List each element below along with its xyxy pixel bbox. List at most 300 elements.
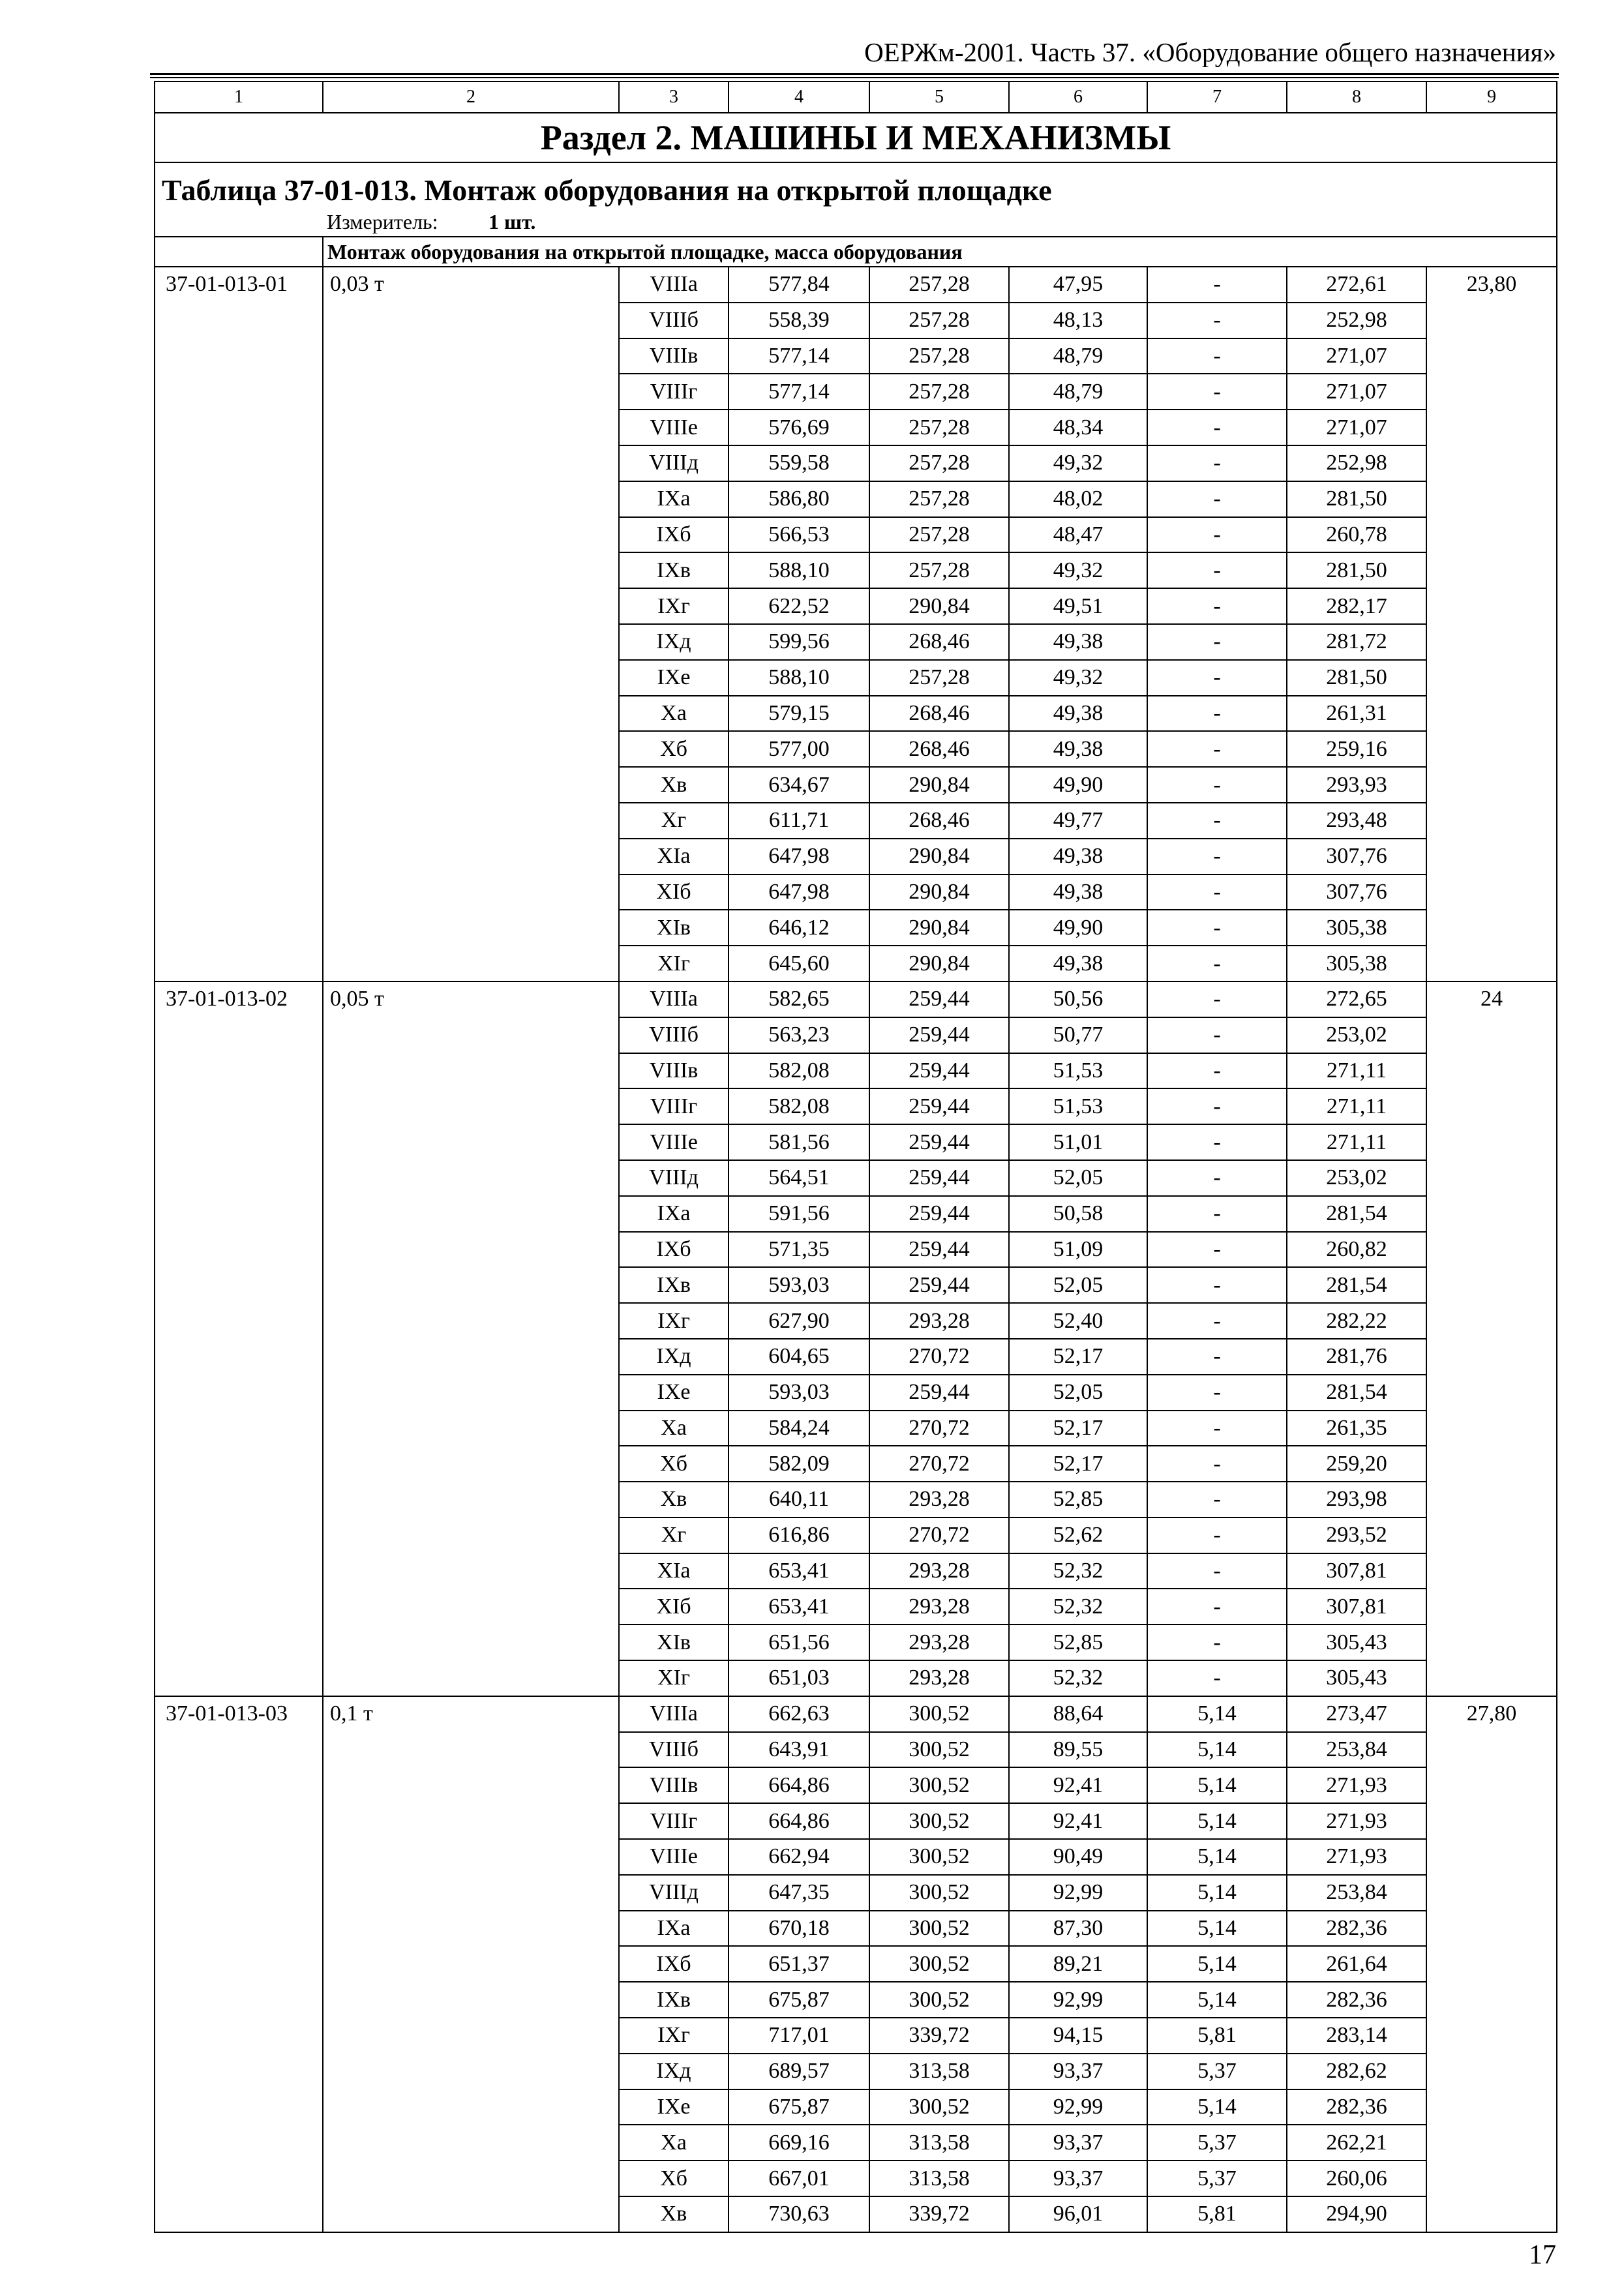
total-cost-cell: 577,00: [729, 731, 869, 767]
section-title: Раздел 2. МАШИНЫ И МЕХАНИЗМЫ: [155, 113, 1557, 162]
total-cost-cell: 669,16: [729, 2125, 869, 2161]
machine-wages-cell: 5,14: [1147, 1839, 1287, 1875]
total-cost-cell: 664,86: [729, 1803, 869, 1839]
machines-cell: 92,99: [1009, 2089, 1147, 2125]
wages-cell: 300,52: [869, 1803, 1009, 1839]
machines-cell: 49,32: [1009, 552, 1147, 588]
resource-class-cell: IXб: [619, 1946, 729, 1982]
materials-cell: 283,14: [1287, 2018, 1426, 2054]
machine-wages-cell: -: [1147, 517, 1287, 553]
machines-cell: 49,32: [1009, 445, 1147, 481]
machine-wages-cell: 5,14: [1147, 1911, 1287, 1947]
total-cost-cell: 662,94: [729, 1839, 869, 1875]
total-cost-cell: 670,18: [729, 1911, 869, 1947]
machine-wages-cell: 5,14: [1147, 2089, 1287, 2125]
meter-spacer: [155, 207, 323, 237]
total-cost-cell: 651,56: [729, 1624, 869, 1660]
total-cost-cell: 689,57: [729, 2054, 869, 2089]
total-cost-cell: 593,03: [729, 1375, 869, 1411]
total-cost-cell: 564,51: [729, 1160, 869, 1196]
total-cost-cell: 662,63: [729, 1696, 869, 1732]
machines-cell: 52,40: [1009, 1303, 1147, 1339]
materials-cell: 281,54: [1287, 1375, 1426, 1411]
machine-wages-cell: 5,14: [1147, 1982, 1287, 2018]
machine-wages-cell: -: [1147, 374, 1287, 410]
machine-wages-cell: -: [1147, 1411, 1287, 1446]
machine-wages-cell: -: [1147, 981, 1287, 1017]
machine-wages-cell: 5,81: [1147, 2196, 1287, 2232]
resource-class-cell: Xв: [619, 767, 729, 803]
total-cost-cell: 616,86: [729, 1518, 869, 1553]
wages-cell: 300,52: [869, 1946, 1009, 1982]
column-number: 3: [619, 82, 729, 113]
wages-cell: 313,58: [869, 2054, 1009, 2089]
wages-cell: 300,52: [869, 1732, 1009, 1768]
wages-cell: 293,28: [869, 1303, 1009, 1339]
machine-wages-cell: 5,14: [1147, 1696, 1287, 1732]
wages-cell: 270,72: [869, 1518, 1009, 1553]
resource-class-cell: IXа: [619, 1911, 729, 1947]
resource-class-cell: XIа: [619, 1553, 729, 1589]
materials-cell: 271,07: [1287, 374, 1426, 410]
materials-cell: 252,98: [1287, 445, 1426, 481]
resource-class-cell: VIIIе: [619, 1839, 729, 1875]
section-title-row: [155, 113, 1557, 162]
resource-class-cell: VIIIг: [619, 1088, 729, 1124]
materials-cell: 293,93: [1287, 767, 1426, 803]
total-cost-cell: 645,60: [729, 946, 869, 981]
wages-cell: 293,28: [869, 1624, 1009, 1660]
machine-wages-cell: -: [1147, 1017, 1287, 1053]
resource-class-cell: Xб: [619, 1446, 729, 1482]
resource-class-cell: Xа: [619, 696, 729, 732]
resource-class-cell: IXа: [619, 481, 729, 517]
wages-cell: 259,44: [869, 981, 1009, 1017]
machine-wages-cell: 5,37: [1147, 2125, 1287, 2161]
table-row: [155, 981, 1557, 1017]
rate-code: 37-01-013-03: [155, 1696, 323, 2232]
page-number: 17: [1529, 2240, 1556, 2270]
resource-class-cell: VIIIв: [619, 1053, 729, 1089]
materials-cell: 271,11: [1287, 1088, 1426, 1124]
wages-cell: 300,52: [869, 1982, 1009, 2018]
machine-wages-cell: -: [1147, 303, 1287, 338]
wages-cell: 259,44: [869, 1232, 1009, 1268]
machines-cell: 49,77: [1009, 803, 1147, 839]
wages-cell: 313,58: [869, 2125, 1009, 2161]
meter-cell: [323, 207, 1557, 237]
materials-cell: 260,78: [1287, 517, 1426, 553]
machine-wages-cell: -: [1147, 660, 1287, 696]
machines-cell: 49,51: [1009, 588, 1147, 624]
machines-cell: 48,47: [1009, 517, 1147, 553]
wages-cell: 293,28: [869, 1482, 1009, 1518]
wages-cell: 259,44: [869, 1053, 1009, 1089]
wages-cell: 290,84: [869, 839, 1009, 875]
materials-cell: 272,65: [1287, 981, 1426, 1017]
materials-cell: 253,02: [1287, 1017, 1426, 1053]
total-cost-cell: 640,11: [729, 1482, 869, 1518]
total-cost-cell: 647,35: [729, 1875, 869, 1911]
machines-cell: 52,05: [1009, 1160, 1147, 1196]
machines-cell: 49,38: [1009, 839, 1147, 875]
wages-cell: 270,72: [869, 1446, 1009, 1482]
materials-cell: 271,07: [1287, 338, 1426, 374]
wages-cell: 259,44: [869, 1196, 1009, 1232]
total-cost-cell: 586,80: [729, 481, 869, 517]
meter-value: 1 шт.: [489, 209, 536, 233]
wages-cell: 259,44: [869, 1160, 1009, 1196]
materials-cell: 259,16: [1287, 731, 1426, 767]
equipment-mass: 0,03 т: [323, 267, 619, 981]
wages-cell: 300,52: [869, 1911, 1009, 1947]
resource-class-cell: IXб: [619, 1232, 729, 1268]
machine-wages-cell: -: [1147, 731, 1287, 767]
machine-wages-cell: -: [1147, 696, 1287, 732]
machine-wages-cell: 5,14: [1147, 1732, 1287, 1768]
materials-cell: 262,21: [1287, 2125, 1426, 2161]
wages-cell: 257,28: [869, 445, 1009, 481]
machines-cell: 52,85: [1009, 1624, 1147, 1660]
labor-cost: 24: [1426, 981, 1557, 1696]
machine-wages-cell: 5,37: [1147, 2054, 1287, 2089]
materials-cell: 282,36: [1287, 2089, 1426, 2125]
machines-cell: 51,53: [1009, 1088, 1147, 1124]
materials-cell: 271,93: [1287, 1839, 1426, 1875]
wages-cell: 300,52: [869, 1839, 1009, 1875]
machine-wages-cell: 5,14: [1147, 1767, 1287, 1803]
machines-cell: 93,37: [1009, 2125, 1147, 2161]
resource-class-cell: IXд: [619, 2054, 729, 2089]
total-cost-cell: 599,56: [729, 624, 869, 660]
machines-cell: 49,90: [1009, 767, 1147, 803]
wages-cell: 257,28: [869, 267, 1009, 303]
total-cost-cell: 651,37: [729, 1946, 869, 1982]
machines-cell: 49,38: [1009, 875, 1147, 910]
machines-cell: 51,01: [1009, 1124, 1147, 1160]
machine-wages-cell: -: [1147, 410, 1287, 445]
materials-cell: 282,36: [1287, 1911, 1426, 1947]
resource-class-cell: Xг: [619, 1518, 729, 1553]
machines-cell: 90,49: [1009, 1839, 1147, 1875]
machines-cell: 92,99: [1009, 1982, 1147, 2018]
total-cost-cell: 591,56: [729, 1196, 869, 1232]
resource-class-cell: VIIIб: [619, 303, 729, 338]
materials-cell: 293,98: [1287, 1482, 1426, 1518]
total-cost-cell: 593,03: [729, 1267, 869, 1303]
resource-class-cell: VIIIб: [619, 1732, 729, 1768]
machines-cell: 50,58: [1009, 1196, 1147, 1232]
total-cost-cell: 611,71: [729, 803, 869, 839]
resource-class-cell: IXб: [619, 517, 729, 553]
wages-cell: 257,28: [869, 481, 1009, 517]
machine-wages-cell: -: [1147, 1553, 1287, 1589]
resource-class-cell: IXг: [619, 588, 729, 624]
wages-cell: 257,28: [869, 374, 1009, 410]
resource-class-cell: VIIIа: [619, 267, 729, 303]
total-cost-cell: 588,10: [729, 552, 869, 588]
resource-class-cell: VIIIа: [619, 981, 729, 1017]
machines-cell: 52,17: [1009, 1339, 1147, 1375]
resource-class-cell: Xв: [619, 1482, 729, 1518]
total-cost-cell: 653,41: [729, 1553, 869, 1589]
machines-cell: 52,32: [1009, 1589, 1147, 1624]
machines-cell: 93,37: [1009, 2054, 1147, 2089]
rates-table: [154, 81, 1557, 2233]
materials-cell: 294,90: [1287, 2196, 1426, 2232]
wages-cell: 268,46: [869, 731, 1009, 767]
header-rule: [150, 73, 1559, 78]
materials-cell: 282,17: [1287, 588, 1426, 624]
machine-wages-cell: -: [1147, 267, 1287, 303]
resource-class-cell: VIIIв: [619, 1767, 729, 1803]
materials-cell: 252,98: [1287, 303, 1426, 338]
meter-label: Измеритель:: [327, 209, 438, 233]
resource-class-cell: VIIIг: [619, 374, 729, 410]
materials-cell: 271,11: [1287, 1124, 1426, 1160]
wages-cell: 300,52: [869, 1767, 1009, 1803]
total-cost-cell: 647,98: [729, 875, 869, 910]
materials-cell: 281,72: [1287, 624, 1426, 660]
machine-wages-cell: 5,14: [1147, 1803, 1287, 1839]
machines-cell: 47,95: [1009, 267, 1147, 303]
materials-cell: 259,20: [1287, 1446, 1426, 1482]
machines-cell: 48,79: [1009, 374, 1147, 410]
materials-cell: 261,35: [1287, 1411, 1426, 1446]
materials-cell: 305,38: [1287, 910, 1426, 946]
machine-wages-cell: -: [1147, 910, 1287, 946]
materials-cell: 271,93: [1287, 1803, 1426, 1839]
machines-cell: 52,17: [1009, 1446, 1147, 1482]
wages-cell: 259,44: [869, 1267, 1009, 1303]
equipment-mass: 0,05 т: [323, 981, 619, 1696]
total-cost-cell: 582,08: [729, 1053, 869, 1089]
labor-cost: 27,80: [1426, 1696, 1557, 2232]
machine-wages-cell: -: [1147, 875, 1287, 910]
wages-cell: 339,72: [869, 2196, 1009, 2232]
wages-cell: 300,52: [869, 1696, 1009, 1732]
total-cost-cell: 653,41: [729, 1589, 869, 1624]
materials-cell: 253,84: [1287, 1732, 1426, 1768]
total-cost-cell: 577,14: [729, 374, 869, 410]
resource-class-cell: IXг: [619, 2018, 729, 2054]
wages-cell: 270,72: [869, 1339, 1009, 1375]
wages-cell: 290,84: [869, 946, 1009, 981]
machines-cell: 52,62: [1009, 1518, 1147, 1553]
total-cost-cell: 577,84: [729, 267, 869, 303]
resource-class-cell: IXв: [619, 552, 729, 588]
total-cost-cell: 646,12: [729, 910, 869, 946]
wages-cell: 257,28: [869, 517, 1009, 553]
machines-cell: 94,15: [1009, 2018, 1147, 2054]
machines-cell: 89,55: [1009, 1732, 1147, 1768]
materials-cell: 305,38: [1287, 946, 1426, 981]
machines-cell: 92,99: [1009, 1875, 1147, 1911]
materials-cell: 272,61: [1287, 267, 1426, 303]
total-cost-cell: 576,69: [729, 410, 869, 445]
wages-cell: 257,28: [869, 303, 1009, 338]
total-cost-cell: 566,53: [729, 517, 869, 553]
labor-cost: 23,80: [1426, 267, 1557, 981]
table-row: [155, 267, 1557, 303]
resource-class-cell: XIа: [619, 839, 729, 875]
wages-cell: 257,28: [869, 552, 1009, 588]
machines-cell: 93,37: [1009, 2161, 1147, 2196]
materials-cell: 305,43: [1287, 1624, 1426, 1660]
total-cost-cell: 604,65: [729, 1339, 869, 1375]
column-number: 1: [155, 82, 323, 113]
resource-class-cell: Xв: [619, 2196, 729, 2232]
resource-class-cell: Xг: [619, 803, 729, 839]
machines-cell: 50,77: [1009, 1017, 1147, 1053]
total-cost-cell: 664,86: [729, 1767, 869, 1803]
machines-cell: 51,09: [1009, 1232, 1147, 1268]
machines-cell: 49,38: [1009, 696, 1147, 732]
wages-cell: 290,84: [869, 767, 1009, 803]
resource-class-cell: IXг: [619, 1303, 729, 1339]
subheader-text: Монтаж оборудования на открытой площадке, масса оборудования: [323, 237, 1557, 267]
wages-cell: 259,44: [869, 1124, 1009, 1160]
materials-cell: 293,52: [1287, 1518, 1426, 1553]
wages-cell: 300,52: [869, 2089, 1009, 2125]
total-cost-cell: 634,67: [729, 767, 869, 803]
total-cost-cell: 563,23: [729, 1017, 869, 1053]
table-row: [155, 1696, 1557, 1732]
wages-cell: 259,44: [869, 1375, 1009, 1411]
resource-class-cell: IXе: [619, 2089, 729, 2125]
machine-wages-cell: -: [1147, 624, 1287, 660]
total-cost-cell: 582,09: [729, 1446, 869, 1482]
resource-class-cell: XIв: [619, 910, 729, 946]
wages-cell: 339,72: [869, 2018, 1009, 2054]
machines-cell: 49,32: [1009, 660, 1147, 696]
machine-wages-cell: -: [1147, 1624, 1287, 1660]
materials-cell: 281,76: [1287, 1339, 1426, 1375]
materials-cell: 253,02: [1287, 1160, 1426, 1196]
machine-wages-cell: -: [1147, 1232, 1287, 1268]
machine-wages-cell: -: [1147, 1482, 1287, 1518]
materials-cell: 307,81: [1287, 1553, 1426, 1589]
machines-cell: 52,32: [1009, 1660, 1147, 1696]
machines-cell: 48,79: [1009, 338, 1147, 374]
machines-cell: 50,56: [1009, 981, 1147, 1017]
column-numbers-row: [155, 82, 1557, 113]
machine-wages-cell: 5,14: [1147, 1946, 1287, 1982]
materials-cell: 281,54: [1287, 1196, 1426, 1232]
resource-class-cell: VIIIа: [619, 1696, 729, 1732]
materials-cell: 261,64: [1287, 1946, 1426, 1982]
machine-wages-cell: -: [1147, 1267, 1287, 1303]
resource-class-cell: IXв: [619, 1267, 729, 1303]
resource-class-cell: VIIIд: [619, 1875, 729, 1911]
machines-cell: 92,41: [1009, 1767, 1147, 1803]
wages-cell: 257,28: [869, 338, 1009, 374]
machines-cell: 88,64: [1009, 1696, 1147, 1732]
machine-wages-cell: -: [1147, 803, 1287, 839]
resource-class-cell: VIIIе: [619, 410, 729, 445]
rate-code: 37-01-013-02: [155, 981, 323, 1696]
total-cost-cell: 577,14: [729, 338, 869, 374]
resource-class-cell: IXв: [619, 1982, 729, 2018]
machines-cell: 48,02: [1009, 481, 1147, 517]
resource-class-cell: XIб: [619, 875, 729, 910]
column-number: 2: [323, 82, 619, 113]
total-cost-cell: 717,01: [729, 2018, 869, 2054]
total-cost-cell: 675,87: [729, 2089, 869, 2125]
materials-cell: 281,50: [1287, 481, 1426, 517]
machine-wages-cell: -: [1147, 481, 1287, 517]
column-number: 6: [1009, 82, 1147, 113]
rate-code: 37-01-013-01: [155, 267, 323, 981]
machine-wages-cell: -: [1147, 946, 1287, 981]
wages-cell: 313,58: [869, 2161, 1009, 2196]
machine-wages-cell: -: [1147, 1124, 1287, 1160]
materials-cell: 307,76: [1287, 839, 1426, 875]
machines-cell: 52,17: [1009, 1411, 1147, 1446]
resource-class-cell: IXе: [619, 1375, 729, 1411]
resource-class-cell: XIг: [619, 946, 729, 981]
wages-cell: 259,44: [869, 1088, 1009, 1124]
materials-cell: 281,54: [1287, 1267, 1426, 1303]
materials-cell: 282,36: [1287, 1982, 1426, 2018]
resource-class-cell: IXе: [619, 660, 729, 696]
machines-cell: 49,38: [1009, 624, 1147, 660]
column-number: 9: [1426, 82, 1557, 113]
total-cost-cell: 643,91: [729, 1732, 869, 1768]
table-title: Таблица 37-01-013. Монтаж оборудования на открытой площадке: [155, 162, 1557, 207]
machine-wages-cell: -: [1147, 1589, 1287, 1624]
machine-wages-cell: -: [1147, 1053, 1287, 1089]
machines-cell: 89,21: [1009, 1946, 1147, 1982]
machine-wages-cell: 5,14: [1147, 1875, 1287, 1911]
materials-cell: 271,07: [1287, 410, 1426, 445]
subheader-spacer: [155, 237, 323, 267]
wages-cell: 268,46: [869, 803, 1009, 839]
resource-class-cell: XIв: [619, 1624, 729, 1660]
resource-class-cell: VIIIв: [619, 338, 729, 374]
meter-row: [155, 207, 1557, 237]
wages-cell: 290,84: [869, 910, 1009, 946]
resource-class-cell: IXд: [619, 624, 729, 660]
resource-class-cell: VIIIг: [619, 1803, 729, 1839]
materials-cell: 271,93: [1287, 1767, 1426, 1803]
equipment-mass: 0,1 т: [323, 1696, 619, 2232]
total-cost-cell: 582,08: [729, 1088, 869, 1124]
machine-wages-cell: -: [1147, 1339, 1287, 1375]
resource-class-cell: VIIIд: [619, 445, 729, 481]
resource-class-cell: Xа: [619, 1411, 729, 1446]
wages-cell: 257,28: [869, 660, 1009, 696]
resource-class-cell: Xа: [619, 2125, 729, 2161]
column-number: 7: [1147, 82, 1287, 113]
machine-wages-cell: -: [1147, 1660, 1287, 1696]
total-cost-cell: 667,01: [729, 2161, 869, 2196]
machines-cell: 52,32: [1009, 1553, 1147, 1589]
materials-cell: 307,81: [1287, 1589, 1426, 1624]
machines-cell: 52,85: [1009, 1482, 1147, 1518]
machine-wages-cell: -: [1147, 1196, 1287, 1232]
machine-wages-cell: -: [1147, 839, 1287, 875]
total-cost-cell: 588,10: [729, 660, 869, 696]
total-cost-cell: 582,65: [729, 981, 869, 1017]
total-cost-cell: 571,35: [729, 1232, 869, 1268]
machine-wages-cell: -: [1147, 338, 1287, 374]
machines-cell: 52,05: [1009, 1267, 1147, 1303]
wages-cell: 268,46: [869, 624, 1009, 660]
materials-cell: 282,22: [1287, 1303, 1426, 1339]
machine-wages-cell: -: [1147, 445, 1287, 481]
materials-cell: 305,43: [1287, 1660, 1426, 1696]
